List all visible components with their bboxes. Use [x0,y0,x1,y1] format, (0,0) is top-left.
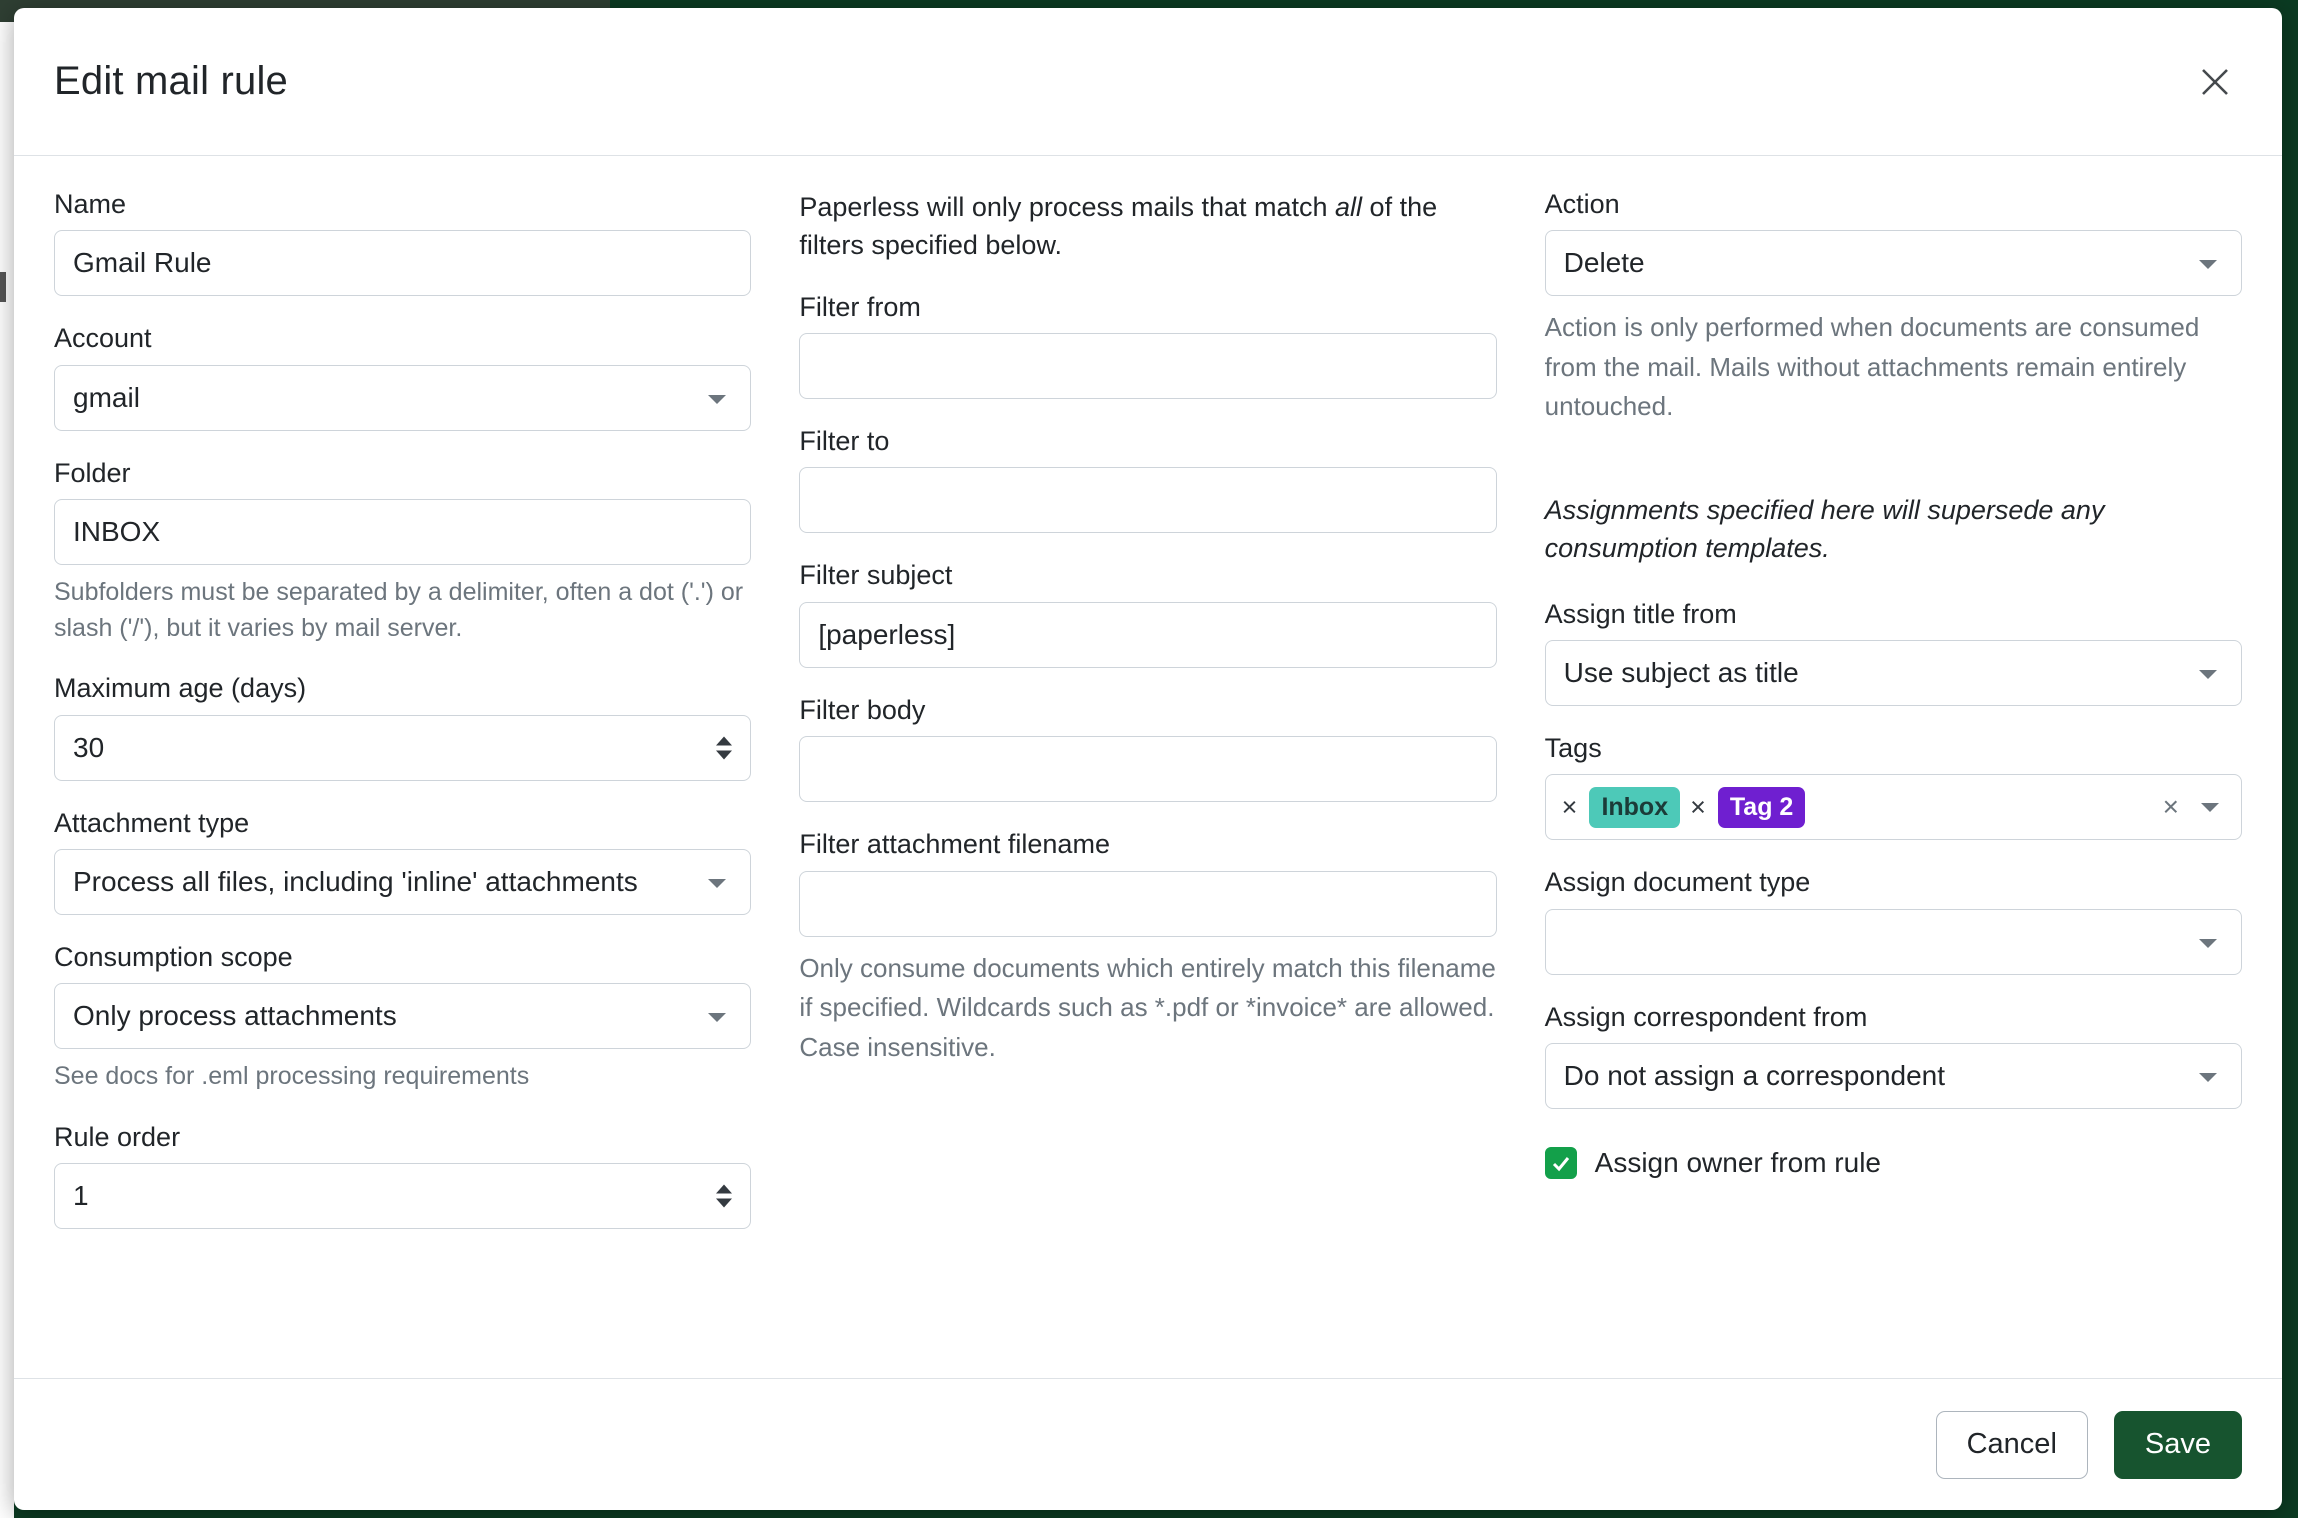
maximum-age-label: Maximum age (days) [54,673,307,704]
maximum-age-stepper[interactable] [54,715,751,781]
filters-intro-before: Paperless will only process mails that match [799,192,1336,222]
close-icon[interactable] [2188,55,2242,109]
filter-to-label: Filter to [799,426,890,457]
assignments-note: Assignments specified here will supersede any consumption templates. [1544,494,2105,564]
account-select-value: gmail [73,381,140,413]
tags-select[interactable] [1545,774,2242,840]
edit-mail-rule-dialog [14,8,2282,1510]
filter-from-field-group [799,291,1496,399]
rule-order-stepper[interactable] [54,1163,751,1229]
action-select-value: Delete [1563,247,1645,279]
tags-field-group [1545,732,2242,840]
dialog-body [14,156,2282,1378]
rule-order-field-group [54,1121,751,1229]
assign-owner-label: Assign owner from rule [1594,1147,1881,1179]
consumption-scope-value: Only process attachments [73,1000,397,1032]
folder-field-group [54,457,751,646]
filters-column [799,188,1496,1378]
filter-body-input[interactable] [799,736,1496,802]
rule-order-label: Rule order [54,1121,181,1152]
filter-subject-input[interactable] [799,602,1496,668]
assign-correspondent-label: Assign correspondent from [1544,1001,1868,1032]
assign-correspondent-field-group [1545,1001,2242,1109]
filter-body-label: Filter body [799,694,926,725]
folder-label: Folder [54,457,131,488]
assign-document-type-select[interactable] [1545,909,2242,975]
stepper-arrows-icon[interactable] [716,736,732,759]
assign-correspondent-value: Do not assign a correspondent [1563,1060,1946,1092]
cancel-button[interactable]: Cancel [1936,1411,2088,1479]
account-label: Account [54,323,152,354]
dialog-footer [14,1378,2282,1510]
account-field-group [54,322,751,430]
consumption-scope-field-group [54,941,751,1095]
account-select[interactable] [54,365,751,431]
assign-title-select[interactable] [1545,640,2242,706]
maximum-age-field-group [54,672,751,780]
actions-column [1545,188,2242,1378]
filter-from-label: Filter from [799,291,921,322]
chevron-down-icon[interactable] [2201,803,2219,812]
stepper-arrows-icon[interactable] [716,1185,732,1208]
folder-input-value: INBOX [73,516,161,548]
tags-label: Tags [1544,732,1602,763]
assign-title-field-group [1545,598,2242,706]
consumption-scope-select[interactable] [54,983,751,1049]
filters-intro-emphasis: all [1335,192,1363,222]
assign-correspondent-select[interactable] [1545,1043,2242,1109]
attachment-type-field-group [54,807,751,915]
save-button[interactable]: Save [2114,1411,2242,1479]
tag-label: Inbox [1589,787,1680,828]
filter-to-input[interactable] [799,467,1496,533]
tag-chip[interactable] [1690,787,1805,828]
attachment-type-select[interactable] [54,849,751,915]
attachment-type-label: Attachment type [54,807,250,838]
assign-owner-row[interactable] [1545,1147,2242,1179]
filter-body-field-group [799,694,1496,802]
background-left-panel [0,22,14,1518]
filter-subject-label: Filter subject [799,560,953,591]
name-input-value: Gmail Rule [73,247,212,279]
filter-attachment-filename-input[interactable] [799,871,1496,937]
filter-attachment-filename-hint: Only consume documents which entirely match this filename if specified. Wildcards such as *.pdf or *invoice* are allowed. Case insensitive. [799,952,1496,1062]
attachment-type-value: Process all files, including 'inline' attachments [73,865,638,897]
consumption-scope-label: Consumption scope [54,941,293,972]
remove-tag-icon[interactable]: × [1561,791,1578,822]
dialog-title: Edit mail rule [54,59,288,103]
action-select[interactable] [1545,230,2242,296]
action-label: Action [1544,189,1620,219]
tag-label: Tag 2 [1718,787,1805,828]
assign-owner-checkbox[interactable] [1545,1147,1577,1179]
tag-chip[interactable] [1562,787,1680,828]
tags-controls [2163,793,2225,821]
assign-document-type-label: Assign document type [1544,867,1811,898]
maximum-age-value: 30 [73,731,105,763]
filters-intro-after: of the filters specified below. [799,192,1438,261]
filters-intro-text [799,188,1496,265]
filter-to-field-group [799,425,1496,533]
filter-attachment-filename-field-group [799,828,1496,1067]
background-left-marker [0,272,6,302]
folder-input[interactable] [54,499,751,565]
action-note: Action is only performed when documents are consumed from the mail. Mails without attachments remain entirely untouched. [1544,312,2200,422]
folder-hint: Subfolders must be separated by a delimiter, often a dot ('.') or slash ('/'), but it varies by mail server. [54,578,744,642]
clear-icon[interactable]: × [2162,791,2179,823]
name-label: Name [54,189,127,219]
filter-attachment-filename-label: Filter attachment filename [799,829,1110,860]
assign-title-label: Assign title from [1544,598,1737,629]
general-settings-column [54,188,751,1378]
filter-subject-value: [paperless] [818,618,956,650]
filter-subject-field-group [799,559,1496,667]
assign-document-type-field-group [1545,866,2242,974]
name-input[interactable] [54,230,751,296]
consumption-scope-hint: See docs for .eml processing requirements [54,1062,530,1091]
remove-tag-icon[interactable]: × [1690,791,1706,822]
action-field-group [1545,188,2242,427]
rule-order-value: 1 [73,1180,89,1212]
dialog-header [14,8,2282,156]
filter-from-input[interactable] [799,333,1496,399]
name-field-group [54,188,751,296]
assign-title-value: Use subject as title [1563,656,1799,688]
